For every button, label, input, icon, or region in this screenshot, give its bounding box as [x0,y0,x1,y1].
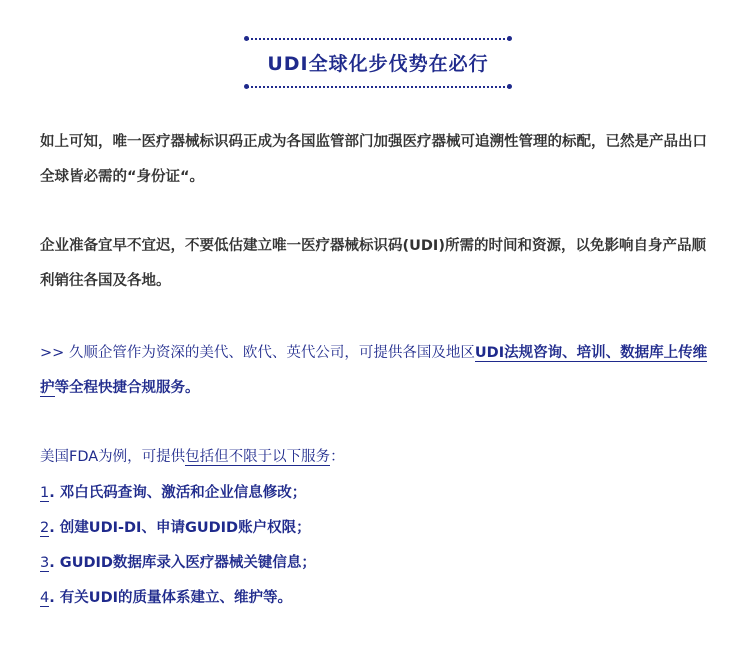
fda-services-list [40,476,316,616]
list-item [40,511,316,546]
list-item [40,546,316,581]
paragraph-prepare-early: 企业准备宜早不宜迟，不要低估建立唯一医疗器械标识码(UDI)所需的时间和资源，以免影响自身产品顺利销往各国及各地。 [40,238,706,289]
list-item-number: 2 [40,520,50,536]
title-corner-dot [507,36,512,41]
paragraph-fda-intro [40,440,720,475]
list-item-text: . 邓白氏码查询、激活和企业信息修改； [49,485,307,501]
title-corner-dot [244,36,249,41]
title-corner-dot [507,84,512,89]
service-intro-suffix: 等全程快捷合规服务。 [54,380,200,396]
list-item-number: 1 [40,485,50,501]
list-item-number: 4 [40,590,50,606]
section-title-frame [244,35,512,91]
fda-intro-underlined: 包括但不限于以下服务 [185,449,331,465]
service-intro-prefix: >> 久顺企管作为资深的美代、欧代、英代公司，可提供各国及地区 [40,345,475,361]
fda-intro-suffix: ： [330,449,345,465]
fda-intro-prefix: 美国FDA为例，可提供 [40,449,186,465]
list-item [40,476,316,511]
paragraph-service-intro [40,336,720,406]
title-dotted-line-top [247,38,509,40]
section-title: UDI全球化步伐势在必行 [267,53,489,75]
list-item-number: 3 [40,555,50,571]
list-item-text: . 创建UDI-DI、申请GUDID账户权限； [49,520,311,536]
list-item [40,581,316,616]
service-intro-highlight: UDI法规咨询、培训、数据库上传维护 [40,345,708,396]
title-corner-dot [244,84,249,89]
list-item-text: . GUDID数据库录入医疗器械关键信息； [49,555,316,571]
paragraph-udi-standard: 如上可知，唯一医疗器械标识码正成为各国监管部门加强医疗器械可追溯性管理的标配，已然是产品出口全球皆必需的“身份证“。 [40,134,707,185]
title-dotted-line-bottom [247,86,509,88]
list-item-text: . 有关UDI的质量体系建立、维护等。 [49,590,292,606]
